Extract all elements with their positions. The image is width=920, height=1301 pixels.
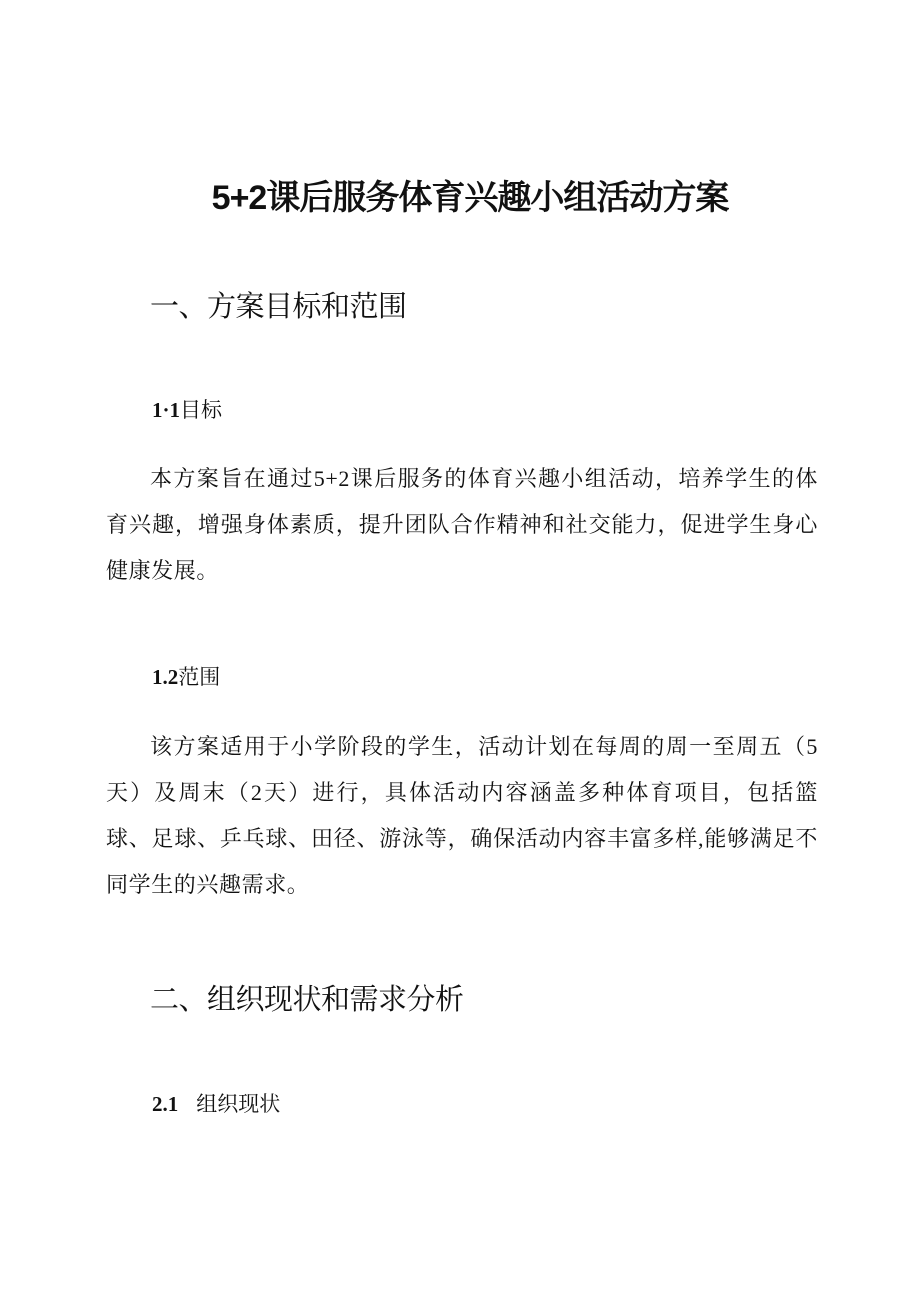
document-title: 5+2课后服务体育兴趣小组活动方案 (211, 179, 729, 217)
subsection-heading-2-1 (152, 1089, 280, 1119)
subsection-number: 1·1 (152, 398, 181, 422)
section-heading-1: 一、方案目标和范围 (150, 291, 407, 323)
subsection-label: 组织现状 (196, 1092, 281, 1116)
subsection-heading-1-2 (152, 662, 220, 692)
paragraph-goal: 本方案旨在通过5+2课后服务的体育兴趣小组活动，培养学生的体育兴趣，增强身体素质，提升团队合作精神和社交能力，促进学生身心健康发展。 (106, 466, 818, 583)
subsection-number: 2.1 (152, 1092, 179, 1116)
subsection-label: 范围 (178, 665, 221, 689)
subsection-heading-1-1 (152, 395, 222, 425)
section-heading-2: 二、组织现状和需求分析 (150, 984, 464, 1016)
subsection-label: 目标 (180, 398, 223, 422)
subsection-number: 1.2 (152, 665, 179, 689)
paragraph-scope: 该方案适用于小学阶段的学生，活动计划在每周的周一至周五（5天）及周末（2天）进行，具体活动内容涵盖多种体育项目，包括篮球、足球、乒乓球、田径、游泳等，确保活动内容丰富多样,能够满足不同学生的兴趣需求。 (106, 734, 818, 897)
